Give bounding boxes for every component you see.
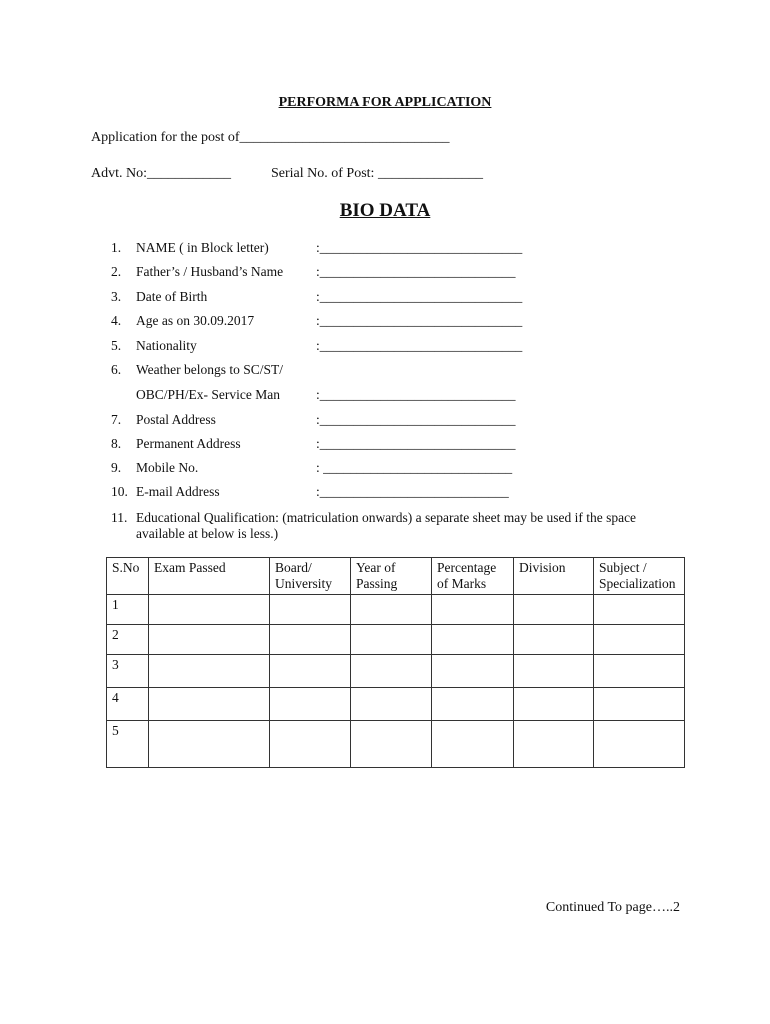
item-value-blank: :_____________________________ bbox=[316, 387, 516, 402]
table-cell bbox=[432, 688, 514, 721]
table-row bbox=[107, 688, 685, 721]
table-cell bbox=[351, 721, 432, 768]
item-label: Age as on 30.09.2017 bbox=[136, 313, 255, 328]
header-subject-specialization: Subject / Specialization bbox=[594, 558, 685, 595]
item-number: 10. bbox=[111, 484, 128, 499]
item-number: 11. bbox=[111, 510, 128, 525]
table-cell bbox=[270, 721, 351, 768]
item-label: NAME ( in Block letter) bbox=[136, 240, 269, 255]
header-exam-passed: Exam Passed bbox=[149, 558, 270, 595]
item-number: 4. bbox=[111, 313, 122, 328]
item-label: Father’s / Husband’s Name bbox=[136, 264, 284, 279]
table-cell bbox=[351, 595, 432, 625]
table-cell bbox=[351, 688, 432, 721]
table-cell bbox=[432, 595, 514, 625]
item-label: OBC/PH/Ex- Service Man bbox=[136, 387, 280, 402]
header-percentage-of-marks: Percentage of Marks bbox=[432, 558, 514, 595]
table-cell bbox=[514, 721, 594, 768]
form-title: PERFORMA FOR APPLICATION bbox=[278, 95, 492, 110]
table-row bbox=[107, 625, 685, 655]
table-cell bbox=[351, 625, 432, 655]
item-value-blank: :______________________________ bbox=[316, 240, 523, 255]
row-number-cell: 5 bbox=[107, 721, 149, 768]
item-number: 5. bbox=[111, 338, 122, 353]
row-number-cell: 2 bbox=[107, 625, 149, 655]
table-header-row bbox=[107, 558, 685, 595]
table-row bbox=[107, 595, 685, 625]
item-label: Permanent Address bbox=[136, 436, 241, 451]
table-cell bbox=[270, 688, 351, 721]
table-cell bbox=[149, 721, 270, 768]
item-value-blank: :______________________________ bbox=[316, 289, 523, 304]
row-number-cell: 4 bbox=[107, 688, 149, 721]
table-cell bbox=[270, 655, 351, 688]
bio-data-title: BIO DATA bbox=[339, 200, 431, 221]
item-label: Date of Birth bbox=[136, 289, 208, 304]
qualification-table bbox=[106, 557, 685, 768]
item-label: Nationality bbox=[136, 338, 197, 353]
item-number: 9. bbox=[111, 460, 122, 475]
item-value-blank: : ____________________________ bbox=[316, 460, 513, 475]
table-cell bbox=[514, 655, 594, 688]
item-value-blank: :_____________________________ bbox=[316, 264, 516, 279]
header-sno: S.No bbox=[107, 558, 149, 595]
table-cell bbox=[149, 595, 270, 625]
table-cell bbox=[270, 625, 351, 655]
item-value-blank: :_____________________________ bbox=[316, 436, 516, 451]
header-division: Division bbox=[514, 558, 594, 595]
row-number-cell: 3 bbox=[107, 655, 149, 688]
item-number: 3. bbox=[111, 289, 122, 304]
item-number: 7. bbox=[111, 412, 122, 427]
table-cell bbox=[432, 655, 514, 688]
table-cell bbox=[514, 595, 594, 625]
table-cell bbox=[594, 655, 685, 688]
header-board-university: Board/ University bbox=[270, 558, 351, 595]
table-cell bbox=[594, 625, 685, 655]
post-line: Application for the post of______________________________ bbox=[91, 130, 450, 145]
table-row bbox=[107, 721, 685, 768]
item-label: Weather belongs to SC/ST/ bbox=[136, 362, 284, 377]
item-label: E-mail Address bbox=[136, 484, 220, 499]
item-number: 6. bbox=[111, 362, 122, 377]
item-value-blank: :_____________________________ bbox=[316, 412, 516, 427]
item-label: Mobile No. bbox=[136, 460, 199, 475]
table-cell bbox=[432, 625, 514, 655]
table-cell bbox=[514, 625, 594, 655]
table-cell bbox=[351, 655, 432, 688]
continued-note: Continued To page…..2 bbox=[545, 900, 680, 915]
item-value-blank: :______________________________ bbox=[316, 338, 523, 353]
serial-no-line: Serial No. of Post: _______________ bbox=[271, 166, 483, 181]
table-cell bbox=[149, 625, 270, 655]
item-value-blank: :____________________________ bbox=[316, 484, 509, 499]
item-label: Postal Address bbox=[136, 412, 216, 427]
item-number: 1. bbox=[111, 240, 122, 255]
row-number-cell: 1 bbox=[107, 595, 149, 625]
item-value-blank: :______________________________ bbox=[316, 313, 523, 328]
table-cell bbox=[270, 595, 351, 625]
table-cell bbox=[432, 721, 514, 768]
table-cell bbox=[594, 721, 685, 768]
table-cell bbox=[149, 655, 270, 688]
table-cell bbox=[594, 595, 685, 625]
table-row bbox=[107, 655, 685, 688]
item-number: 8. bbox=[111, 436, 122, 451]
item-number: 2. bbox=[111, 264, 122, 279]
item-label: Educational Qualification: (matriculation onwards) a separate sheet may be used if the space available at below is less.) bbox=[136, 510, 637, 541]
table-cell bbox=[594, 688, 685, 721]
advt-no-line: Advt. No:____________ bbox=[91, 166, 231, 181]
header-year-of-passing: Year of Passing bbox=[351, 558, 432, 595]
table-cell bbox=[149, 688, 270, 721]
table-cell bbox=[514, 688, 594, 721]
